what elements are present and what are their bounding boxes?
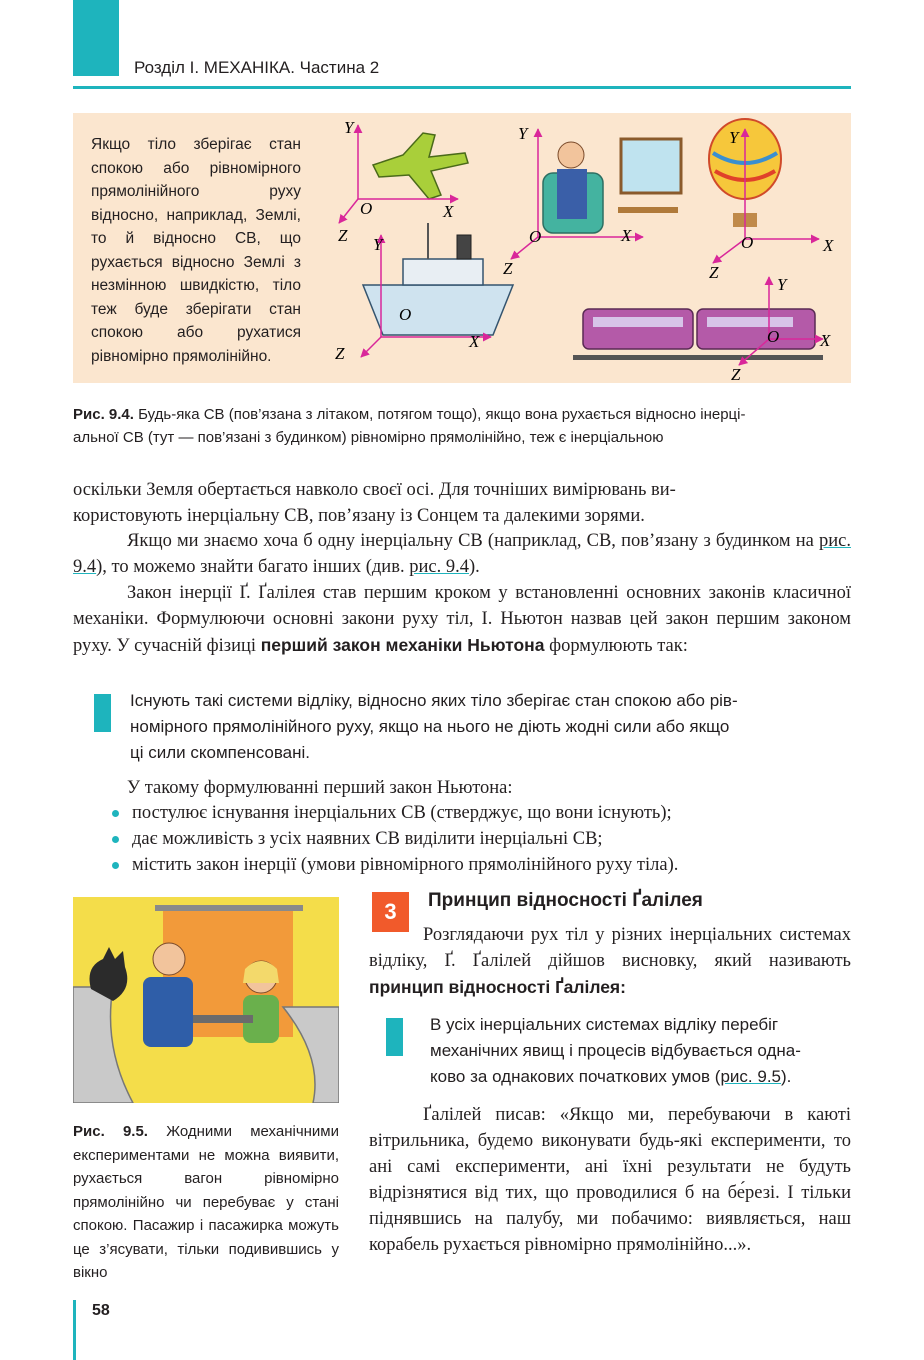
window-icon: [621, 139, 681, 193]
ship-axis-y: Y: [373, 235, 383, 254]
paragraph-2: Якщо ми знаємо хоча б одну інерціальну СВ (наприклад, СВ, пов’язану з будинком на рис. 9.4), то можемо знайти багато інших (див. рис. 9.4).: [73, 531, 851, 577]
chapter-header: Розділ I. МЕХАНІКА. Частина 2: [134, 58, 380, 77]
man-passenger-body-icon: [143, 977, 193, 1047]
man-passenger-head-icon: [153, 943, 185, 975]
bullet-item: дає можливість з усіх наявних СВ виділити інерціальні СВ;: [110, 826, 855, 852]
header-accent-block: [73, 0, 119, 76]
airplane-axis-y: Y: [344, 118, 354, 137]
table-icon: [618, 207, 678, 213]
footer-accent-line: [73, 1300, 76, 1360]
figure-9-4-link-1[interactable]: рис. 9.4: [73, 531, 851, 577]
relativity-principle-statement: В усіх інерціальних системах відліку перебіг механічних явищ і процесів відбувається одна- ково за однакових початкових умов (рис. 9.5).: [430, 1015, 801, 1086]
figure-9-4-link-2[interactable]: рис. 9.4: [409, 557, 469, 577]
figure-9-4-side-text: Якщо тіло зберігає стан спокою або рівномірного прямолінійного руху відносно, наприклад, Землі, то й відносно СВ, що рухається відносно Землі з незмінною швидкістю, тіло теж буде зберігати стан спокою або рухатися рівномірно прямолінійно.: [91, 136, 301, 365]
formulation-bullets: [110, 800, 855, 878]
paragraph-1-line2: користовують інерціальну СВ, пов’язану із Сонцем та далекими зорями.: [73, 506, 645, 526]
ship-origin: O: [399, 305, 412, 324]
ship-axis-x: X: [469, 332, 480, 351]
balloon-frame: [709, 119, 834, 282]
newton-law-statement: Існують такі системи відліку, відносно яких тіло зберігає стан спокою або рів- номірного прямолінійного руху, якщо на нього не діють жодні сили або якщо ці сили скомпенсовані.: [130, 691, 738, 762]
balloon-axis-x: X: [823, 236, 834, 255]
balloon-origin: O: [741, 233, 754, 252]
rail-icon: [573, 355, 823, 360]
train-car-2-icon: [697, 309, 815, 349]
airplane-origin: O: [360, 199, 373, 218]
man-body-icon: [557, 169, 587, 219]
airplane-icon: [373, 133, 468, 199]
house-axis-x: X: [621, 226, 632, 245]
figure-9-4-caption: [73, 403, 851, 449]
house-axis-z: Z: [503, 259, 513, 278]
train-axis-z: Z: [731, 365, 741, 383]
figure-9-5-illustration: [73, 897, 339, 1103]
paragraph-1: [73, 477, 851, 529]
ship-frame: [335, 223, 513, 363]
balloon-axis-y: Y: [729, 128, 739, 147]
airplane-axis-z: Z: [338, 226, 348, 245]
section-title: Принцип відносності Ґалілея: [428, 890, 703, 911]
paragraph-3: Закон інерції Ґ. Ґалілея став першим кроком у встановленні основних законів класичної механіки. Формулюючи основні закони руху тіл, І. Ньютон назвав цей закон першим законом руху. У сучасній фізиці перший закон механіки Ньютона формулюють так:: [73, 583, 851, 656]
figure-9-5-caption-text: Жодними механічними експериментами не можна виявити, рухається вагон рівномірно прямолінійно чи перебуває у стані спокою. Пасажир і пасажирка можуть це з’ясувати, тільки подивившись у вікно: [73, 1123, 339, 1281]
figure-9-4-caption-line1: Будь-яка СВ (пов’язана з літаком, потягом тощо), якщо вона рухається відносно інерці-: [138, 406, 746, 423]
train-car-1-icon: [583, 309, 693, 349]
train-origin: O: [767, 327, 780, 346]
figure-9-5-caption: [73, 1120, 339, 1285]
newton-law-term: перший закон механіки Ньютона: [260, 635, 545, 655]
ship-axis-z: Z: [335, 344, 345, 363]
figure-9-4-illustration: [73, 113, 851, 383]
table-icon: [193, 1015, 253, 1023]
relativity-principle-marker: [386, 1018, 403, 1056]
balloon-axis-z: Z: [709, 263, 719, 282]
house-axis-y: Y: [518, 124, 528, 143]
man-head-icon: [558, 142, 584, 168]
airplane-axis-x: X: [443, 202, 454, 221]
formulation-intro: У такому формулюванні перший закон Ньютона:: [127, 778, 513, 798]
ship-icon: [363, 285, 513, 335]
relativity-principle-term: принцип відносності Ґалілея:: [369, 977, 626, 997]
figure-9-4-panel: [73, 113, 851, 383]
bullet-item: постулює існування інерціальних СВ (стверджує, що вони існують);: [110, 800, 855, 826]
page-number: 58: [92, 1302, 110, 1319]
airplane-frame: [338, 118, 468, 245]
bullet-item: містить закон інерції (умови рівномірного прямолінійного руху тіла).: [110, 852, 855, 878]
figure-9-4-caption-label: Рис. 9.4.: [73, 406, 134, 423]
train-axis-x: X: [820, 331, 831, 350]
train-frame: [573, 275, 831, 383]
figure-9-4-caption-line2: альної СВ (тут — пов’язані з будинком) рівномірно прямолінійно, теж є інерціальною: [73, 429, 664, 446]
section-3-intro: Розглядаючи рух тіл у різних інерціальних системах відліку, Ґ. Ґалілей дійшов висновку, який називають принцип відносності Ґалілея:: [369, 925, 851, 997]
house-origin: O: [529, 227, 542, 246]
newton-law-marker: [94, 694, 111, 732]
header-divider: [73, 86, 851, 89]
galileo-quote: Ґалілей писав: «Якщо ми, перебуваючи в каюті вітрильника, будемо виконувати будь-які експерименти, то ані самі експерименти, ані їхні результати не будуть відрізнятися від тих, що проводилися б на бе́резі. І тільки піднявшись на палубу, ми побачимо: виявляється, наш корабель рухається рівномірно прямолінійно...».: [369, 1105, 851, 1255]
section-number-badge: 3: [372, 892, 409, 932]
house-frame: [503, 124, 681, 278]
figure-9-5-link[interactable]: рис. 9.5: [720, 1067, 781, 1086]
paragraph-1-line1: оскільки Земля обертається навколо своєї осі. Для точніших вимірювань ви-: [73, 480, 676, 500]
train-axis-y: Y: [777, 275, 787, 294]
figure-9-5-caption-label: Рис. 9.5.: [73, 1123, 148, 1140]
